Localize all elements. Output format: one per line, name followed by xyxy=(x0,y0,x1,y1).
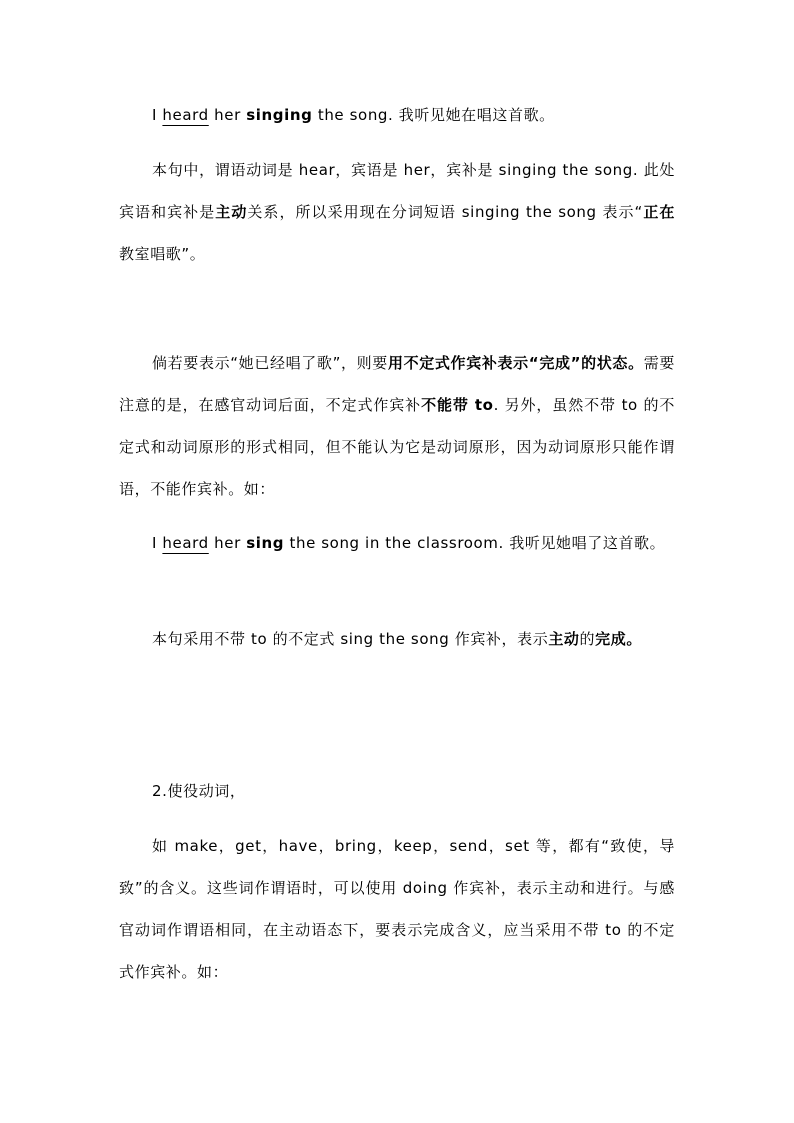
bold-phrase-no-to: 不能带 to xyxy=(421,396,494,414)
bold-word-complete: 完成。 xyxy=(595,630,642,648)
explanation-paragraph-2: 倘若要表示“她已经唱了歌”，则要用不定式作宾补表示“完成”的状态。需要注意的是，在感官动词后面，不定式作宾补不能带 to. 另外，虽然不带 to 的不定式和动词原形的形式相同，但不能认为它是动词原形，因为动词原形只能作谓语，不能作宾补。如： xyxy=(119,354,675,498)
bold-phrase-infinitive-complement: 用不定式作宾补表示“完成”的状态。 xyxy=(387,354,644,372)
bold-word-active: 主动 xyxy=(548,630,580,648)
bold-word-singing: singing xyxy=(246,106,313,124)
bold-word-active: 主动 xyxy=(215,203,248,221)
underlined-verb-heard: heard xyxy=(162,106,209,124)
explanation-paragraph-1: 本句中，谓语动词是 hear，宾语是 her，宾补是 singing the song. 此处宾语和宾补是主动关系，所以采用现在分词短语 singing the song 表示“正在教室唱歌”。 xyxy=(119,161,676,263)
explanation-paragraph-3: 本句采用不带 to 的不定式 sing the song 作宾补，表示主动的完成。 xyxy=(152,630,642,648)
bold-word-now: 正在 xyxy=(642,203,676,221)
section-heading-causative-verbs: 2.使役动词， xyxy=(152,782,246,800)
bold-word-sing: sing xyxy=(246,534,285,552)
explanation-paragraph-4: 如 make，get，have，bring，keep，send，set 等，都有“致使，导致”的含义。这些词作谓语时，可以使用 doing 作宾补，表示主动和进行。与感官动词作谓语相同，在主动语态下，要表示完成含义，应当采用不带 to 的不定式作宾补。如： xyxy=(119,837,675,981)
example-sentence-2: I heard her sing the song in the classroom. 我听见她唱了这首歌。 xyxy=(152,534,666,552)
underlined-verb-heard: heard xyxy=(162,534,209,552)
example-sentence-1: I heard her singing the song. 我听见她在唱这首歌。 xyxy=(152,106,555,124)
